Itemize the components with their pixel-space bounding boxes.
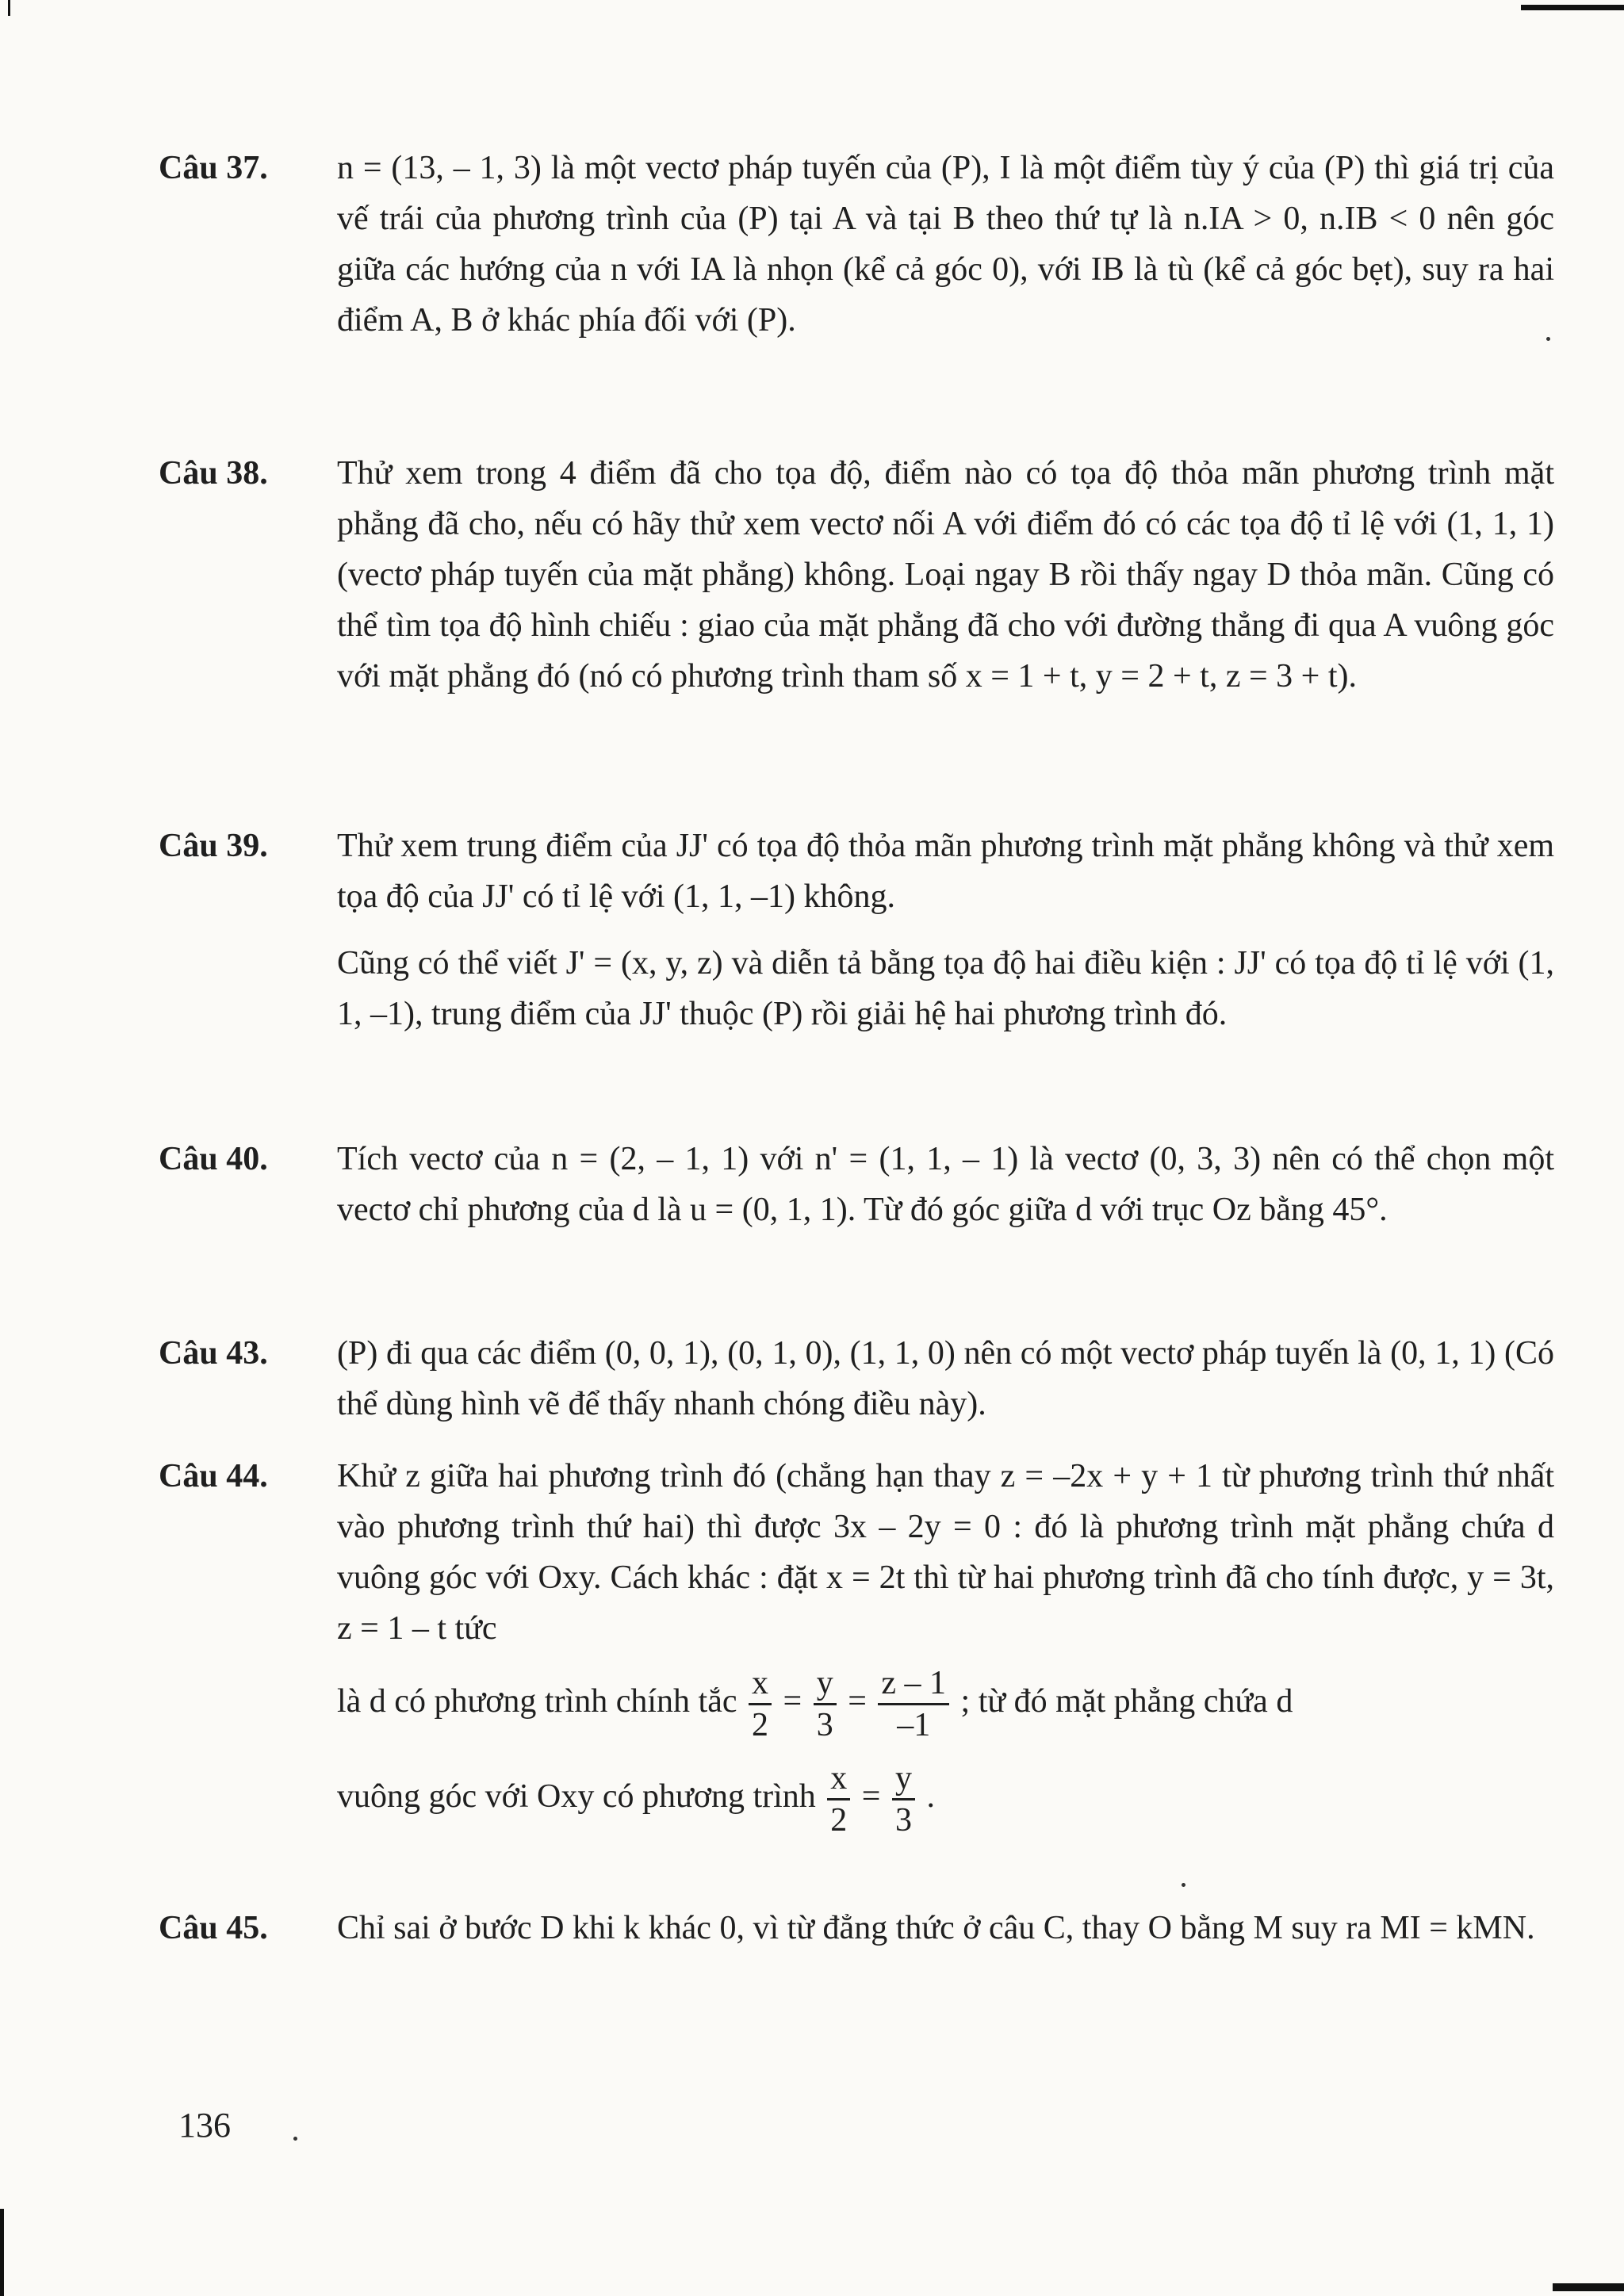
answer-paragraph: Cũng có thể viết J' = (x, y, z) và diễn tả bằng tọa độ hai điều kiện : JJ' có tọa độ tỉ lệ với (1, 1, –1), trung điểm của JJ' thuộc (P) rồi giải hệ hai phương trình đó. xyxy=(337,945,1554,1032)
question-answer xyxy=(337,1903,1554,1954)
scan-edge-mark xyxy=(1521,5,1624,10)
question-39 xyxy=(159,821,1554,1039)
equation-lead-text: vuông góc với Oxy có phương trình xyxy=(337,1778,816,1815)
question-label: Câu 40. xyxy=(159,1141,268,1177)
scan-speck xyxy=(293,2137,297,2141)
answer-paragraph: Chỉ sai ở bước D khi k khác 0, vì từ đẳng thức ở câu C, thay O bằng M suy ra MI = kMN. xyxy=(337,1910,1535,1946)
question-label: Câu 44. xyxy=(159,1458,268,1494)
fraction-denominator: 2 xyxy=(830,1801,848,1839)
equation-trailing-text: . xyxy=(926,1778,935,1815)
canonical-equation-line xyxy=(337,1654,1554,1749)
answer-paragraph: Thử xem trung điểm của JJ' có tọa độ thỏa mãn phương trình mặt phẳng không và thử xem tọa độ của JJ' có tỉ lệ với (1, 1, –1) không. xyxy=(337,828,1554,915)
question-answer xyxy=(337,821,1554,1039)
equals-sign: = xyxy=(861,1778,881,1815)
equals-sign: = xyxy=(848,1683,867,1720)
question-45 xyxy=(159,1903,1554,1954)
equation-lead-text: là d có phương trình chính tắc xyxy=(337,1683,737,1720)
fraction-numerator: y xyxy=(892,1758,915,1800)
question-answer xyxy=(337,1328,1554,1429)
question-answer xyxy=(337,448,1554,702)
plane-equation-line xyxy=(337,1749,1554,1844)
question-43 xyxy=(159,1328,1554,1429)
equation-trailing-text: ; từ đó mặt phẳng chứa d xyxy=(960,1683,1293,1720)
answer-paragraph: n = (13, – 1, 3) là một vectơ pháp tuyến của (P), I là một điểm tùy ý của (P) thì giá trị của vế trái của phương trình của (P) tại A và tại B theo thứ tự là n.IA > 0, n.IB < 0 nên góc giữa các hướng của n với IA là nhọn (kể cả góc 0), với IB là tù (kể cả góc bẹt), suy ra hai điểm A, B ở khác phía đối với (P). xyxy=(337,150,1554,339)
answer-paragraph: Tích vectơ của n = (2, – 1, 1) với n' = (1, 1, – 1) là vectơ (0, 3, 3) nên có thể chọn một vectơ chỉ phương của d là u = (0, 1, 1). Từ đó góc giữa d với trục Oz bằng 45°. xyxy=(337,1141,1554,1228)
question-label: Câu 43. xyxy=(159,1335,268,1372)
fraction-numerator: y xyxy=(814,1663,837,1705)
fraction-denominator: 2 xyxy=(752,1706,769,1743)
equals-sign: = xyxy=(783,1683,802,1720)
scan-edge-mark xyxy=(0,2209,4,2296)
fraction-denominator: 3 xyxy=(816,1706,833,1743)
scan-speck xyxy=(1182,1883,1185,1887)
question-40 xyxy=(159,1134,1554,1235)
question-37 xyxy=(159,143,1554,346)
fraction-numerator: x xyxy=(827,1758,850,1800)
answer-paragraph: Thử xem trong 4 điểm đã cho tọa độ, điểm nào có tọa độ thỏa mãn phương trình mặt phẳng đã cho, nếu có hãy thử xem vectơ nối A với điểm đó có các tọa độ tỉ lệ với (1, 1, 1) (vectơ pháp tuyến của mặt phẳng) không. Loại ngay B rồi thấy ngay D thỏa mãn. Cũng có thể tìm tọa độ hình chiếu : giao của mặt phẳng đã cho với đường thẳng đi qua A vuông góc với mặt phẳng đó (nó có phương trình tham số x = 1 + t, y = 2 + t, z = 3 + t). xyxy=(337,455,1554,695)
question-44 xyxy=(159,1451,1554,1844)
answer-paragraph: (P) đi qua các điểm (0, 0, 1), (0, 1, 0), (1, 1, 0) nên có một vectơ pháp tuyến là (0, 1, 1) (Có thể dùng hình vẽ để thấy nhanh chóng điều này). xyxy=(337,1335,1554,1422)
question-38 xyxy=(159,448,1554,702)
answer-paragraph: Khử z giữa hai phương trình đó (chẳng hạn thay z = –2x + y + 1 từ phương trình thứ nhất vào phương trình thứ hai) thì được 3x – 2y = 0 : đó là phương trình mặt phẳng chứa d vuông góc với Oxy. Cách khác : đặt x = 2t thì từ hai phương trình đã cho tính được, y = 3t, z = 1 – t tức xyxy=(337,1458,1554,1647)
question-label: Câu 45. xyxy=(159,1910,268,1946)
page-number: 136 xyxy=(178,2106,231,2145)
fraction-y-over-3 xyxy=(814,1663,837,1745)
fraction-denominator: –1 xyxy=(897,1706,931,1743)
question-label: Câu 37. xyxy=(159,150,268,186)
question-answer xyxy=(337,1451,1554,1844)
fraction-x-over-2 xyxy=(827,1758,850,1840)
fraction-z-minus-1-over-minus-1 xyxy=(878,1663,949,1745)
scan-edge-mark xyxy=(8,0,10,16)
fraction-numerator: x xyxy=(749,1663,772,1705)
scan-speck xyxy=(1546,337,1550,341)
question-answer xyxy=(337,1134,1554,1235)
fraction-denominator: 3 xyxy=(894,1801,912,1839)
question-label: Câu 39. xyxy=(159,828,268,864)
scan-edge-mark xyxy=(1553,2283,1624,2291)
question-label: Câu 38. xyxy=(159,455,268,492)
fraction-x-over-2 xyxy=(749,1663,772,1745)
fraction-numerator: z – 1 xyxy=(878,1663,949,1705)
question-answer xyxy=(337,143,1554,346)
fraction-y-over-3 xyxy=(892,1758,915,1840)
